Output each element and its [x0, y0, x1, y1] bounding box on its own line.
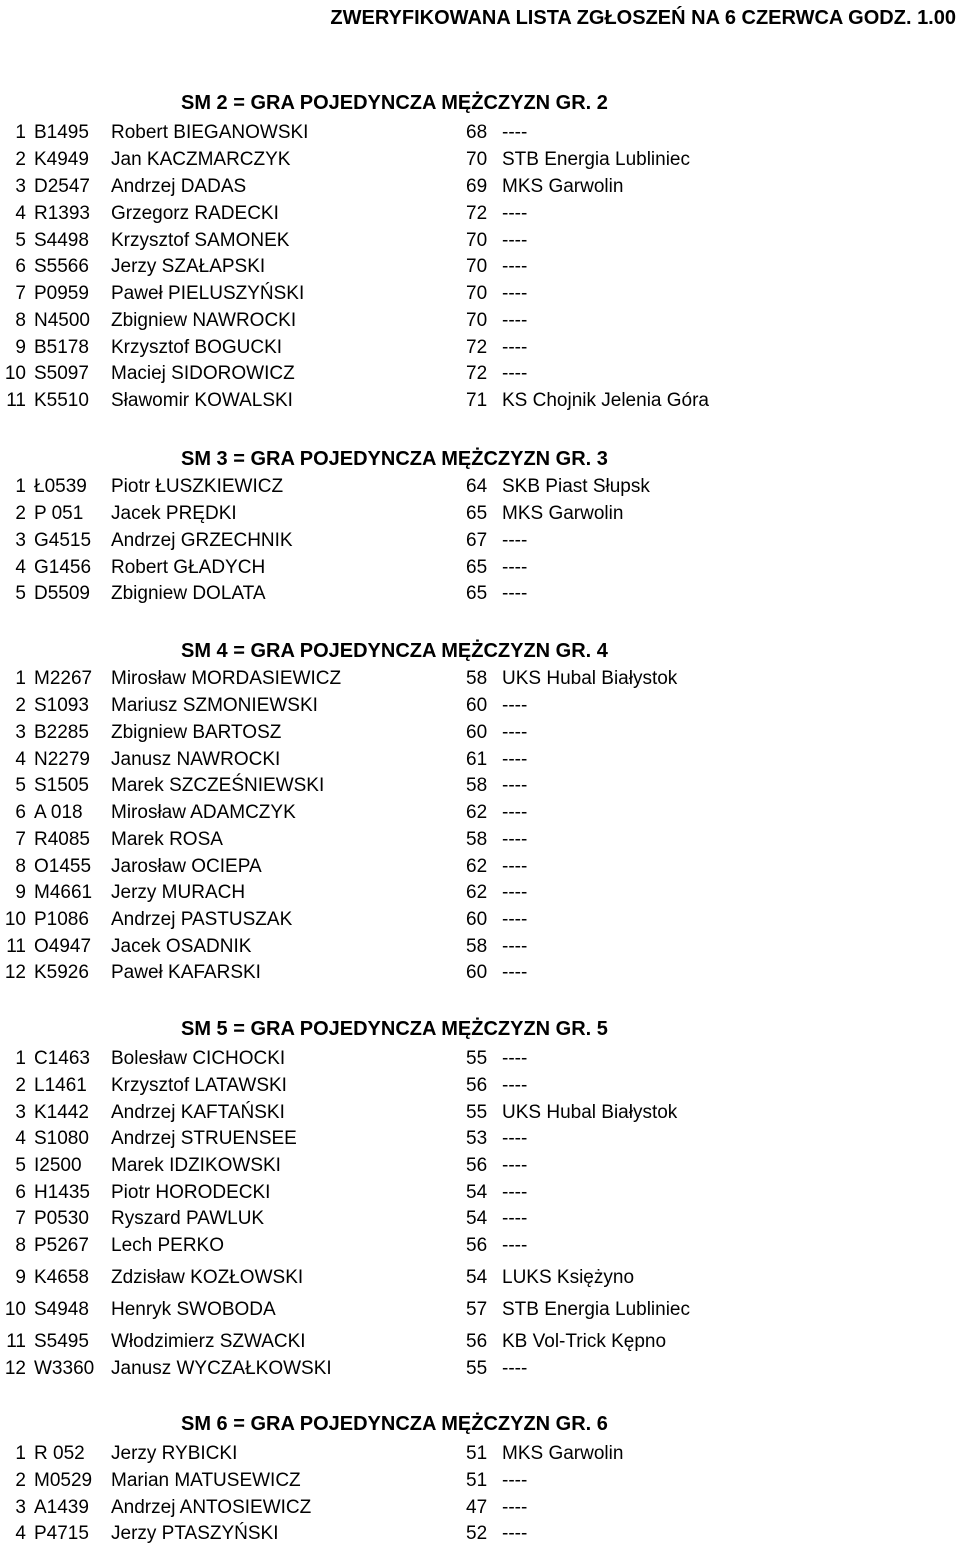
birth-year: 65	[466, 557, 488, 578]
entry-number: 11	[6, 936, 26, 957]
list-item	[0, 308, 960, 334]
player-code: I2500	[34, 1155, 82, 1176]
player-code: C1463	[34, 1048, 90, 1069]
entry-number: 2	[15, 503, 26, 524]
entry-number: 12	[4, 1358, 26, 1379]
list-item	[0, 693, 960, 719]
player-code: S5097	[34, 363, 89, 384]
player-code: B1495	[34, 122, 89, 143]
player-name: Lech PERKO	[111, 1235, 224, 1256]
player-name: Andrzej GRZECHNIK	[111, 530, 293, 551]
club-name: UKS Hubal Białystok	[502, 1102, 678, 1123]
player-name: Zbigniew BARTOSZ	[111, 722, 282, 743]
list-item	[0, 960, 960, 986]
entry-number: 2	[15, 1470, 26, 1491]
list-item	[0, 388, 960, 414]
player-name: Paweł PIELUSZYŃSKI	[111, 283, 305, 304]
player-code: S1080	[34, 1128, 89, 1149]
entry-number: 5	[15, 230, 26, 251]
birth-year: 52	[466, 1523, 488, 1544]
player-name: Sławomir KOWALSKI	[111, 390, 293, 411]
player-code: B2285	[34, 722, 89, 743]
player-name: Zbigniew NAWROCKI	[111, 310, 297, 331]
birth-year: 54	[466, 1182, 488, 1203]
player-name: Zdzisław KOZŁOWSKI	[111, 1267, 304, 1288]
club-name: ----	[502, 583, 528, 604]
section-heading: SM 3 = GRA POJEDYNCZA MĘŻCZYZN GR. 3	[181, 448, 608, 470]
entry-number: 9	[15, 337, 26, 358]
player-name: Mirosław ADAMCZYK	[111, 802, 296, 823]
player-code: M4661	[34, 882, 93, 903]
player-name: Jerzy RYBICKI	[111, 1443, 238, 1464]
player-code: S4948	[34, 1299, 89, 1320]
entry-number: 10	[4, 363, 26, 384]
entry-number: 2	[15, 1075, 26, 1096]
player-name: Henryk SWOBODA	[111, 1299, 276, 1320]
birth-year: 64	[466, 476, 488, 497]
player-code: P0530	[34, 1208, 89, 1229]
entry-number: 10	[4, 909, 26, 930]
list-item	[0, 501, 960, 527]
birth-year: 70	[466, 283, 488, 304]
club-name: ----	[502, 1155, 528, 1176]
entry-number: 4	[15, 1523, 26, 1544]
club-name: ----	[502, 775, 528, 796]
birth-year: 53	[466, 1128, 488, 1149]
club-name: ----	[502, 1470, 528, 1491]
club-name: ----	[502, 337, 528, 358]
list-item	[0, 800, 960, 826]
player-name: Andrzej KAFTAŃSKI	[111, 1102, 285, 1123]
club-name: ----	[502, 203, 528, 224]
club-name: ----	[502, 557, 528, 578]
player-code: P 051	[34, 503, 84, 524]
player-code: M0529	[34, 1470, 93, 1491]
list-item	[0, 1100, 960, 1126]
player-code: B5178	[34, 337, 89, 358]
birth-year: 71	[466, 390, 488, 411]
list-item	[0, 201, 960, 227]
player-name: Piotr ŁUSZKIEWICZ	[111, 476, 284, 497]
birth-year: 51	[466, 1470, 488, 1491]
birth-year: 54	[466, 1267, 488, 1288]
birth-year: 60	[466, 695, 488, 716]
player-name: Jacek OSADNIK	[111, 936, 252, 957]
list-item	[0, 1468, 960, 1494]
birth-year: 56	[466, 1331, 488, 1352]
club-name: ----	[502, 802, 528, 823]
birth-year: 55	[466, 1048, 488, 1069]
list-item	[0, 827, 960, 853]
birth-year: 62	[466, 802, 488, 823]
player-code: G1456	[34, 557, 92, 578]
list-item	[0, 1206, 960, 1232]
entry-number: 3	[15, 722, 26, 743]
entry-number: 6	[15, 256, 26, 277]
entry-number: 1	[15, 1443, 26, 1464]
entry-number: 4	[15, 557, 26, 578]
birth-year: 54	[466, 1208, 488, 1229]
club-name: ----	[502, 962, 528, 983]
list-item	[0, 1495, 960, 1521]
player-name: Marian MATUSEWICZ	[111, 1470, 301, 1491]
player-code: N4500	[34, 310, 90, 331]
club-name: ----	[502, 1208, 528, 1229]
birth-year: 65	[466, 583, 488, 604]
entry-number: 4	[15, 203, 26, 224]
entry-number: 3	[15, 1102, 26, 1123]
birth-year: 58	[466, 668, 488, 689]
club-name: MKS Garwolin	[502, 1443, 624, 1464]
player-name: Andrzej DADAS	[111, 176, 247, 197]
club-name: ----	[502, 310, 528, 331]
club-name: ----	[502, 856, 528, 877]
page-title: ZWERYFIKOWANA LISTA ZGŁOSZEŃ NA 6 CZERWCA GODZ. 1.00	[330, 7, 956, 29]
player-name: Jacek PRĘDKI	[111, 503, 237, 524]
player-name: Andrzej PASTUSZAK	[111, 909, 293, 930]
player-code: A 018	[34, 802, 83, 823]
entry-number: 9	[15, 1267, 26, 1288]
birth-year: 47	[466, 1497, 488, 1518]
list-item	[0, 773, 960, 799]
entry-number: 10	[4, 1299, 26, 1320]
club-name: ----	[502, 1182, 528, 1203]
entry-number: 12	[4, 962, 26, 983]
player-name: Krzysztof SAMONEK	[111, 230, 290, 251]
entry-number: 11	[6, 390, 26, 411]
player-name: Jarosław OCIEPA	[111, 856, 262, 877]
player-code: K5510	[34, 390, 89, 411]
birth-year: 60	[466, 909, 488, 930]
club-name: ----	[502, 882, 528, 903]
player-name: Marek IDZIKOWSKI	[111, 1155, 281, 1176]
club-name: STB Energia Lubliniec	[502, 149, 690, 170]
birth-year: 60	[466, 722, 488, 743]
player-name: Robert BIEGANOWSKI	[111, 122, 309, 143]
birth-year: 56	[466, 1155, 488, 1176]
birth-year: 62	[466, 856, 488, 877]
player-name: Włodzimierz SZWACKI	[111, 1331, 306, 1352]
player-name: Jerzy PTASZYŃSKI	[111, 1523, 279, 1544]
list-item	[0, 720, 960, 746]
birth-year: 70	[466, 149, 488, 170]
birth-year: 70	[466, 256, 488, 277]
section-heading: SM 2 = GRA POJEDYNCZA MĘŻCZYZN GR. 2	[181, 92, 608, 114]
entry-number: 7	[15, 829, 26, 850]
birth-year: 72	[466, 203, 488, 224]
entry-number: 1	[15, 668, 26, 689]
entry-number: 7	[15, 1208, 26, 1229]
birth-year: 72	[466, 363, 488, 384]
list-item	[0, 1046, 960, 1072]
list-item	[0, 361, 960, 387]
player-name: Jerzy SZAŁAPSKI	[111, 256, 266, 277]
birth-year: 69	[466, 176, 488, 197]
player-name: Mirosław MORDASIEWICZ	[111, 668, 342, 689]
club-name: ----	[502, 1048, 528, 1069]
entry-number: 1	[15, 476, 26, 497]
entry-number: 3	[15, 176, 26, 197]
club-name: ----	[502, 122, 528, 143]
player-code: D2547	[34, 176, 90, 197]
entry-number: 5	[15, 583, 26, 604]
player-code: R4085	[34, 829, 90, 850]
club-name: ----	[502, 283, 528, 304]
club-name: SKB Piast Słupsk	[502, 476, 650, 497]
list-item	[0, 281, 960, 307]
club-name: MKS Garwolin	[502, 176, 624, 197]
player-name: Ryszard PAWLUK	[111, 1208, 265, 1229]
club-name: ----	[502, 1128, 528, 1149]
player-name: Bolesław CICHOCKI	[111, 1048, 286, 1069]
player-name: Zbigniew DOLATA	[111, 583, 266, 604]
player-code: S5495	[34, 1331, 89, 1352]
birth-year: 57	[466, 1299, 488, 1320]
birth-year: 72	[466, 337, 488, 358]
birth-year: 62	[466, 882, 488, 903]
birth-year: 60	[466, 962, 488, 983]
club-name: ----	[502, 909, 528, 930]
birth-year: 61	[466, 749, 488, 770]
club-name: KS Chojnik Jelenia Góra	[502, 390, 709, 411]
list-item	[0, 174, 960, 200]
club-name: ----	[502, 749, 528, 770]
player-code: P5267	[34, 1235, 89, 1256]
list-item	[0, 1153, 960, 1179]
list-item	[0, 934, 960, 960]
list-item	[0, 555, 960, 581]
list-item	[0, 581, 960, 607]
list-item	[0, 1126, 960, 1152]
entry-number: 1	[15, 122, 26, 143]
entry-number: 7	[15, 283, 26, 304]
player-code: S1505	[34, 775, 89, 796]
birth-year: 70	[466, 230, 488, 251]
club-name: KB Vol-Trick Kępno	[502, 1331, 667, 1352]
list-item	[0, 854, 960, 880]
list-item	[0, 528, 960, 554]
club-name: ----	[502, 1075, 528, 1096]
club-name: ----	[502, 363, 528, 384]
club-name: ----	[502, 1497, 528, 1518]
club-name: ----	[502, 936, 528, 957]
club-name: ----	[502, 1523, 528, 1544]
birth-year: 58	[466, 936, 488, 957]
player-code: P0959	[34, 283, 89, 304]
player-name: Grzegorz RADECKI	[111, 203, 279, 224]
player-name: Mariusz SZMONIEWSKI	[111, 695, 318, 716]
player-code: N2279	[34, 749, 90, 770]
player-code: R 052	[34, 1443, 85, 1464]
player-name: Andrzej STRUENSEE	[111, 1128, 297, 1149]
player-code: K4658	[34, 1267, 89, 1288]
player-code: O4947	[34, 936, 92, 957]
player-name: Marek SZCZEŚNIEWSKI	[111, 775, 325, 796]
section-heading: SM 5 = GRA POJEDYNCZA MĘŻCZYZN GR. 5	[181, 1018, 608, 1040]
player-name: Janusz WYCZAŁKOWSKI	[111, 1358, 332, 1379]
club-name: ----	[502, 230, 528, 251]
list-item	[0, 228, 960, 254]
player-code: D5509	[34, 583, 90, 604]
entry-number: 8	[15, 856, 26, 877]
club-name: ----	[502, 695, 528, 716]
club-name: ----	[502, 256, 528, 277]
list-item	[0, 335, 960, 361]
player-name: Krzysztof BOGUCKI	[111, 337, 283, 358]
entry-number: 3	[15, 530, 26, 551]
player-code: S4498	[34, 230, 89, 251]
player-code: K1442	[34, 1102, 89, 1123]
section-heading: SM 6 = GRA POJEDYNCZA MĘŻCZYZN GR. 6	[181, 1413, 608, 1435]
club-name: ----	[502, 530, 528, 551]
birth-year: 58	[466, 775, 488, 796]
player-code: H1435	[34, 1182, 90, 1203]
list-item	[0, 254, 960, 280]
player-code: K4949	[34, 149, 89, 170]
list-item	[0, 1329, 960, 1355]
player-name: Jan KACZMARCZYK	[111, 149, 291, 170]
club-name: STB Energia Lubliniec	[502, 1299, 690, 1320]
list-item	[0, 1441, 960, 1467]
club-name: ----	[502, 1358, 528, 1379]
birth-year: 70	[466, 310, 488, 331]
birth-year: 67	[466, 530, 488, 551]
list-item	[0, 1265, 960, 1291]
player-code: G4515	[34, 530, 92, 551]
player-name: Piotr HORODECKI	[111, 1182, 271, 1203]
player-name: Paweł KAFARSKI	[111, 962, 261, 983]
birth-year: 65	[466, 503, 488, 524]
entry-number: 6	[15, 802, 26, 823]
birth-year: 56	[466, 1235, 488, 1256]
player-code: O1455	[34, 856, 92, 877]
player-code: M2267	[34, 668, 93, 689]
club-name: ----	[502, 829, 528, 850]
birth-year: 51	[466, 1443, 488, 1464]
entry-number: 2	[15, 149, 26, 170]
birth-year: 68	[466, 122, 488, 143]
player-name: Robert GŁADYCH	[111, 557, 266, 578]
birth-year: 55	[466, 1358, 488, 1379]
club-name: LUKS Księżyno	[502, 1267, 635, 1288]
player-name: Janusz NAWROCKI	[111, 749, 281, 770]
player-code: P1086	[34, 909, 89, 930]
player-code: W3360	[34, 1358, 95, 1379]
player-code: R1393	[34, 203, 90, 224]
player-name: Krzysztof LATAWSKI	[111, 1075, 287, 1096]
player-code: A1439	[34, 1497, 89, 1518]
player-name: Marek ROSA	[111, 829, 223, 850]
section-heading: SM 4 = GRA POJEDYNCZA MĘŻCZYZN GR. 4	[181, 640, 608, 662]
player-code: L1461	[34, 1075, 87, 1096]
entry-number: 5	[15, 775, 26, 796]
list-item	[0, 747, 960, 773]
entry-number: 8	[15, 310, 26, 331]
player-name: Maciej SIDOROWICZ	[111, 363, 295, 384]
birth-year: 55	[466, 1102, 488, 1123]
entry-number: 6	[15, 1182, 26, 1203]
birth-year: 56	[466, 1075, 488, 1096]
list-item	[0, 120, 960, 146]
list-item	[0, 147, 960, 173]
list-item	[0, 1180, 960, 1206]
entry-number: 4	[15, 1128, 26, 1149]
entry-number: 2	[15, 695, 26, 716]
player-code: S5566	[34, 256, 89, 277]
list-item	[0, 1356, 960, 1382]
list-item	[0, 1297, 960, 1323]
player-code: P4715	[34, 1523, 89, 1544]
entry-number: 5	[15, 1155, 26, 1176]
entry-number: 1	[15, 1048, 26, 1069]
entry-number: 8	[15, 1235, 26, 1256]
player-code: K5926	[34, 962, 89, 983]
club-name: ----	[502, 1235, 528, 1256]
player-code: S1093	[34, 695, 89, 716]
club-name: ----	[502, 722, 528, 743]
entry-number: 4	[15, 749, 26, 770]
player-name: Jerzy MURACH	[111, 882, 246, 903]
club-name: MKS Garwolin	[502, 503, 624, 524]
player-code: Ł0539	[34, 476, 87, 497]
player-name: Andrzej ANTOSIEWICZ	[111, 1497, 312, 1518]
list-item	[0, 474, 960, 500]
list-item	[0, 907, 960, 933]
list-item	[0, 880, 960, 906]
list-item	[0, 1233, 960, 1259]
entry-number: 3	[15, 1497, 26, 1518]
list-item	[0, 1073, 960, 1099]
list-item	[0, 1521, 960, 1547]
entry-number: 11	[6, 1331, 26, 1352]
list-item	[0, 666, 960, 692]
birth-year: 58	[466, 829, 488, 850]
entry-number: 9	[15, 882, 26, 903]
club-name: UKS Hubal Białystok	[502, 668, 678, 689]
